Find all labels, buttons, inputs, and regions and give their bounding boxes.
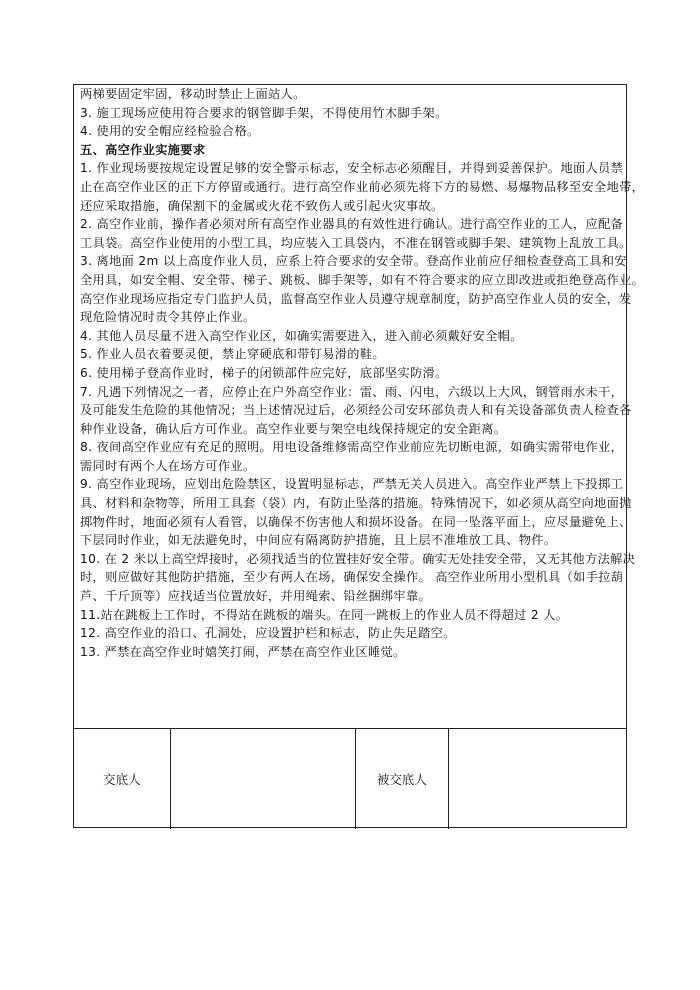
text-line: 止在高空作业区的正下方停留或通行。进行高空作业前必须先将下方的易燃、易爆物品移至安全地带， <box>80 179 645 194</box>
text-line: 10. 在 2 米以上高空焊接时，必须找适当的位置挂好安全带。确实无处挂安全带，又无其他方法解决 <box>80 551 636 566</box>
discloser-label: 交底人 <box>74 729 171 829</box>
signature-row <box>74 728 626 829</box>
text-line: 3. 离地面 2m 以上高度作业人员，应系上符合要求的安全带。登高作业前应仔细检查登高工具和安 <box>80 254 627 269</box>
text-line: 4. 其他人员尽量不进入高空作业区，如确实需要进入，进入前必须戴好安全帽。 <box>80 328 523 343</box>
text-line: 需同时有两个人在场方可作业。 <box>80 458 256 473</box>
disclosure-table <box>73 84 645 828</box>
text-line: 还应采取措施，确保割下的金属或火花不致伤人或引起火灾事故。 <box>80 198 444 213</box>
text-line: 8. 夜间高空作业应有充足的照明。用电设备维修需高空作业前应先切断电源，如确实需带电作业， <box>80 440 624 455</box>
text-line: 12. 高空作业的沿口、孔洞处，应设置护栏和标志，防止失足踏空。 <box>80 626 456 641</box>
text-line: 工具袋。高空作业使用的小型工具，均应装入工具袋内，不准在钢管或脚手架、建筑物上乱放工具。 <box>80 235 632 250</box>
discloser-signature-field[interactable] <box>171 729 356 829</box>
text-line: 3. 施工现场应使用符合要求的钢管脚手架，不得使用竹木脚手架。 <box>80 105 448 120</box>
text-line: 9. 高空作业现场，应划出危险禁区，设置明显标志，严禁无关人员进入。高空作业严禁上下投掷工 <box>80 477 624 492</box>
text-line: 11.站在跳板上工作时，不得站在跳板的端头。在同一跳板上的作业人员不得超过 2 人。 <box>80 607 569 622</box>
safety-requirements-content <box>74 85 645 728</box>
text-line: 2. 高空作业前，操作者必须对所有高空作业器具的有效性进行确认。进行高空作业的工人，应配备 <box>80 217 624 232</box>
text-line: 5. 作业人员衣着要灵便，禁止穿硬底和带钉易滑的鞋。 <box>80 347 385 362</box>
text-line: 种作业设备，确认后方可作业。高空作业要与架空电线保持规定的安全距离。 <box>80 421 507 436</box>
text-line: 6. 使用梯子登高作业时，梯子的闭锁部件应完好，底部坚实防滑。 <box>80 365 448 380</box>
receiver-signature-field[interactable] <box>449 729 626 829</box>
text-line: 及可能发生危险的其他情况；当上述情况过后，必须经公司安环部负责人和有关设备部负责人检查各 <box>80 403 632 418</box>
text-line: 全用具，如安全帽、安全带、梯子、跳板、脚手架等，如有不符合要求的应立即改进或拒绝登高作业。 <box>80 272 645 287</box>
text-line: 4. 使用的安全帽应经检验合格。 <box>80 124 260 139</box>
text-line: 下层同时作业，如无法避免时，中间应有隔离防护措施，且上层不准堆放工具、物件。 <box>80 533 557 548</box>
text-line: 具、材料和杂物等，所用工具套（袋）内，有防止坠落的措施。特殊情况下，如必须从高空向地面抛 <box>80 496 632 511</box>
text-line: 7. 凡遇下列情况之一者，应停止在户外高空作业：雷、雨、闪电，六级以上大风，钢管雨水未干， <box>80 384 624 399</box>
text-line: 时，则应做好其他防护措施，至少有两人在场，确保安全操作。 高空作业所用小型机具（如手拉葫 <box>80 570 624 585</box>
section-heading: 五、高空作业实施要求 <box>80 142 206 157</box>
text-line: 高空作业现场应指定专门监护人员，监督高空作业人员遵守规章制度，防护高空作业人员的安全，发 <box>80 291 632 306</box>
text-line: 掷物件时，地面必须有人看管，以确保不伤害他人和损坏设备。在同一坠落平面上，应尽量避免上、 <box>80 514 632 529</box>
text-line: 两梯要固定牢固，移动时禁止上面站人。 <box>80 87 306 101</box>
text-line: 1. 作业现场要按规定设置足够的安全警示标志，安全标志必须醒目，并得到妥善保护。地面人员禁 <box>80 161 624 176</box>
text-line: 现危险情况时责令其停止作业。 <box>80 310 256 325</box>
receiver-label: 被交底人 <box>356 729 449 829</box>
text-line: 芦、千斤顶等）应找适当位置放好，并用绳索、铅丝捆绑牢靠。 <box>80 589 432 604</box>
text-line: 13. 严禁在高空作业时嬉笑打闹，严禁在高空作业区睡觉。 <box>80 644 406 659</box>
